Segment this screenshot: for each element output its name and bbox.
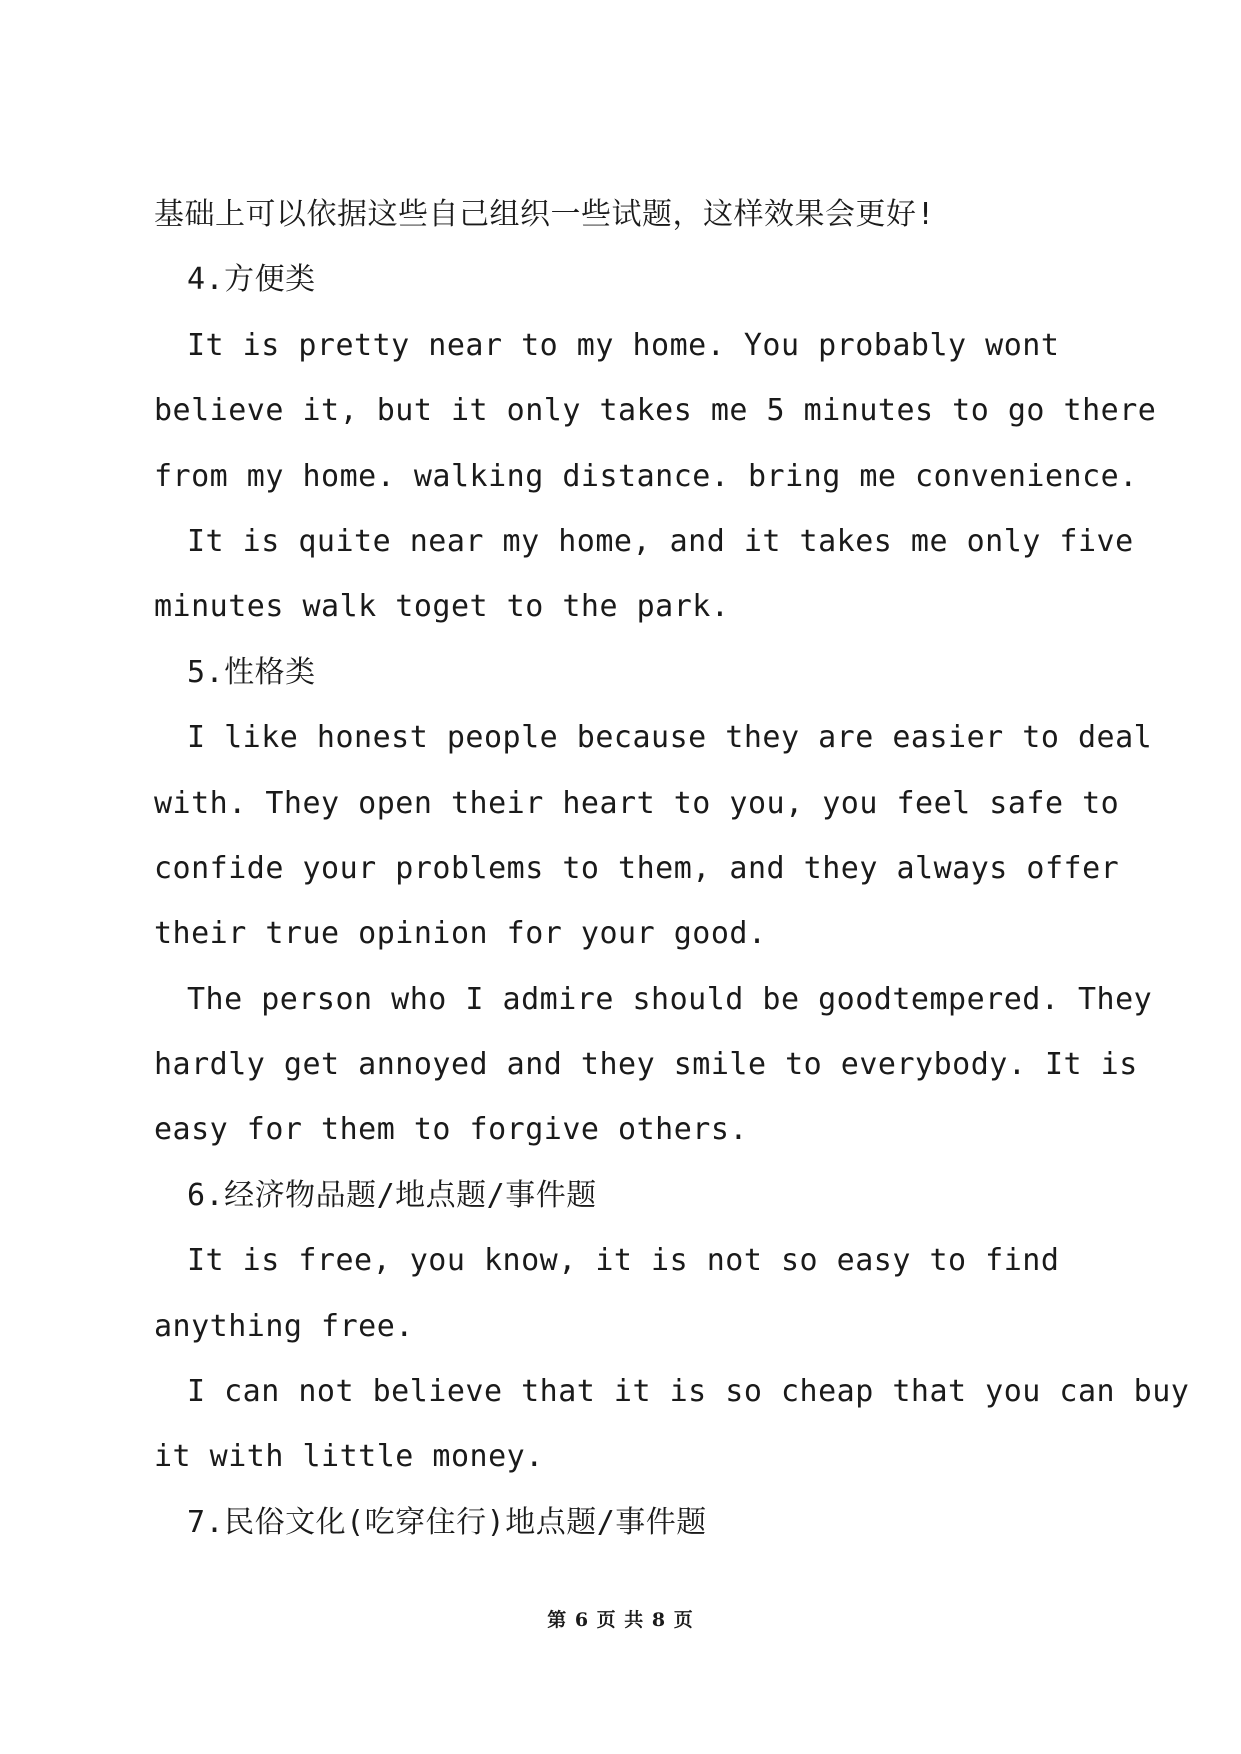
page-body: [154, 182, 1190, 1555]
text-line: 基础上可以依据这些自己组织一些试题，这样效果会更好!: [154, 197, 936, 232]
text-line: It is quite near my home, and it takes me only five: [187, 523, 1134, 559]
text-line: easy for them to forgive others.: [154, 1112, 748, 1148]
section-heading: 5.性格类: [187, 654, 316, 690]
text-line: The person who I admire should be goodtempered. They: [187, 981, 1153, 1017]
text-line: anything free.: [154, 1308, 414, 1344]
text-line: with. They open their heart to you, you feel safe to: [154, 785, 1120, 821]
text-line: I can not believe that it is so cheap that you can buy: [187, 1374, 1190, 1410]
text-line: believe it, but it only takes me 5 minutes to go there: [154, 393, 1157, 429]
page-number-footer: 第 6 页 共 8 页: [547, 1609, 694, 1631]
section-heading: 4.方便类: [187, 262, 316, 298]
text-line: it with little money.: [154, 1439, 544, 1475]
section-heading: 6.经济物品题/地点题/事件题: [187, 1177, 597, 1213]
text-line: confide your problems to them, and they always offer: [154, 850, 1120, 886]
text-line: from my home. walking distance. bring me convenience.: [154, 458, 1138, 494]
text-line: hardly get annoyed and they smile to everybody. It is: [154, 1047, 1138, 1083]
text-line: their true opinion for your good.: [154, 916, 767, 952]
text-line: It is free, you know, it is not so easy to find: [187, 1243, 1060, 1279]
text-line: I like honest people because they are easier to deal: [187, 720, 1153, 756]
section-heading: 7.民俗文化(吃穿住行)地点题/事件题: [187, 1504, 707, 1540]
text-line: minutes walk toget to the park.: [154, 589, 730, 625]
text-line: It is pretty near to my home. You probably wont: [187, 327, 1060, 363]
